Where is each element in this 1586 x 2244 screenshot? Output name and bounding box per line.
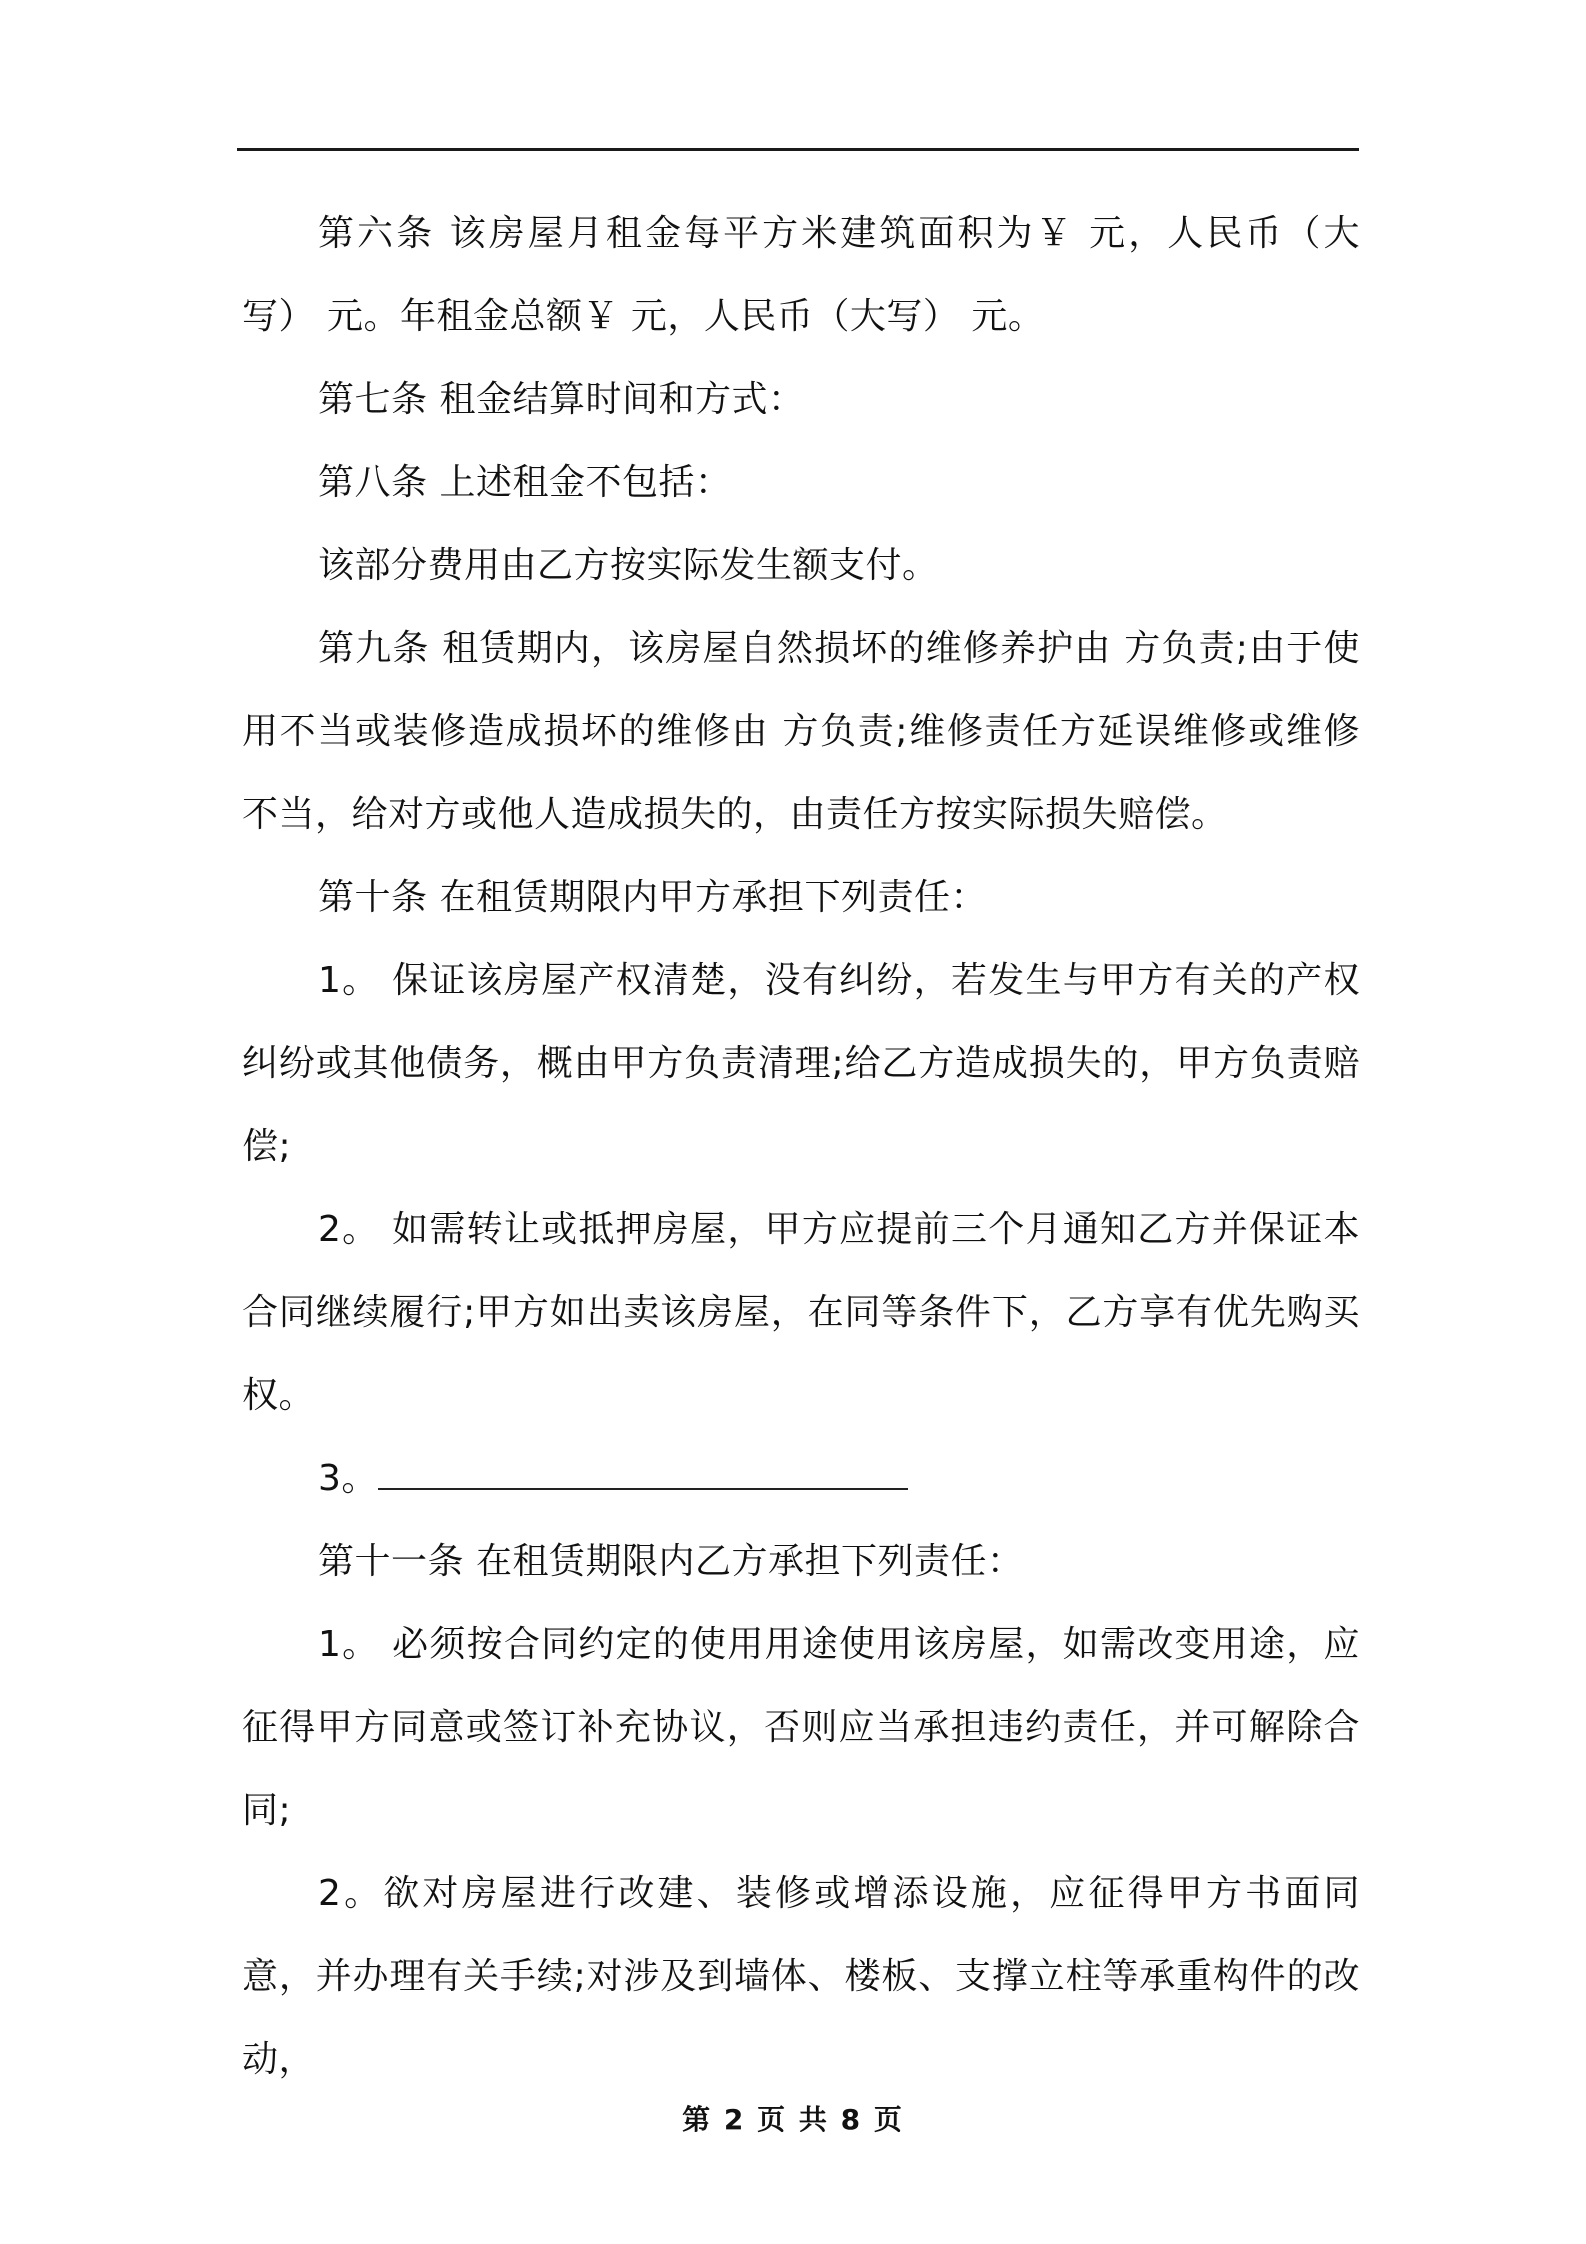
item-3-number: 3。 bbox=[318, 1458, 378, 1499]
paragraph-article-10-item-1: 1。 保证该房屋产权清楚，没有纠纷，若发生与甲方有关的产权纠纷或其他债务，概由甲方负责清理;给乙方造成损失的，甲方负责赔偿; bbox=[242, 960, 1360, 1167]
paragraph-article-9: 第九条 租赁期内，该房屋自然损坏的维修养护由 方负责;由于使用不当或装修造成损坏的维修由 方负责;维修责任方延误维修或维修不当，给对方或他人造成损失的，由责任方按实际损失赔偿。 bbox=[242, 628, 1360, 835]
paragraph-article-6: 第六条 该房屋月租金每平方米建筑面积为￥ 元，人民币（大写） 元。年租金总额￥ 元，人民币（大写） 元。 bbox=[242, 213, 1360, 337]
paragraph-article-10-item-3 bbox=[242, 1437, 1360, 1520]
paragraph-article-11: 第十一条 在租赁期限内乙方承担下列责任： bbox=[318, 1541, 1024, 1582]
document-body bbox=[242, 192, 1360, 2101]
fill-in-blank-line bbox=[378, 1458, 908, 1490]
paragraph-article-8: 第八条 上述租金不包括： bbox=[318, 462, 732, 503]
page-number-footer: 第 2 页 共 8 页 bbox=[682, 2103, 904, 2136]
paragraph-article-11-item-1: 1。 必须按合同约定的使用用途使用该房屋，如需改变用途，应征得甲方同意或签订补充协议，否则应当承担违约责任，并可解除合同; bbox=[242, 1624, 1360, 1831]
paragraph-article-10-item-2: 2。 如需转让或抵押房屋，甲方应提前三个月通知乙方并保证本合同继续履行;甲方如出卖该房屋，在同等条件下，乙方享有优先购买权。 bbox=[242, 1209, 1360, 1416]
paragraph-article-7: 第七条 租金结算时间和方式： bbox=[318, 379, 805, 420]
paragraph-article-10: 第十条 在租赁期限内甲方承担下列责任： bbox=[318, 877, 987, 918]
header-rule bbox=[237, 148, 1359, 151]
paragraph-article-11-item-2: 2。欲对房屋进行改建、装修或增添设施，应征得甲方书面同意，并办理有关手续;对涉及到墙体、楼板、支撑立柱等承重构件的改动， bbox=[242, 1873, 1360, 2080]
paragraph-article-8-note: 该部分费用由乙方按实际发生额支付。 bbox=[318, 545, 939, 586]
